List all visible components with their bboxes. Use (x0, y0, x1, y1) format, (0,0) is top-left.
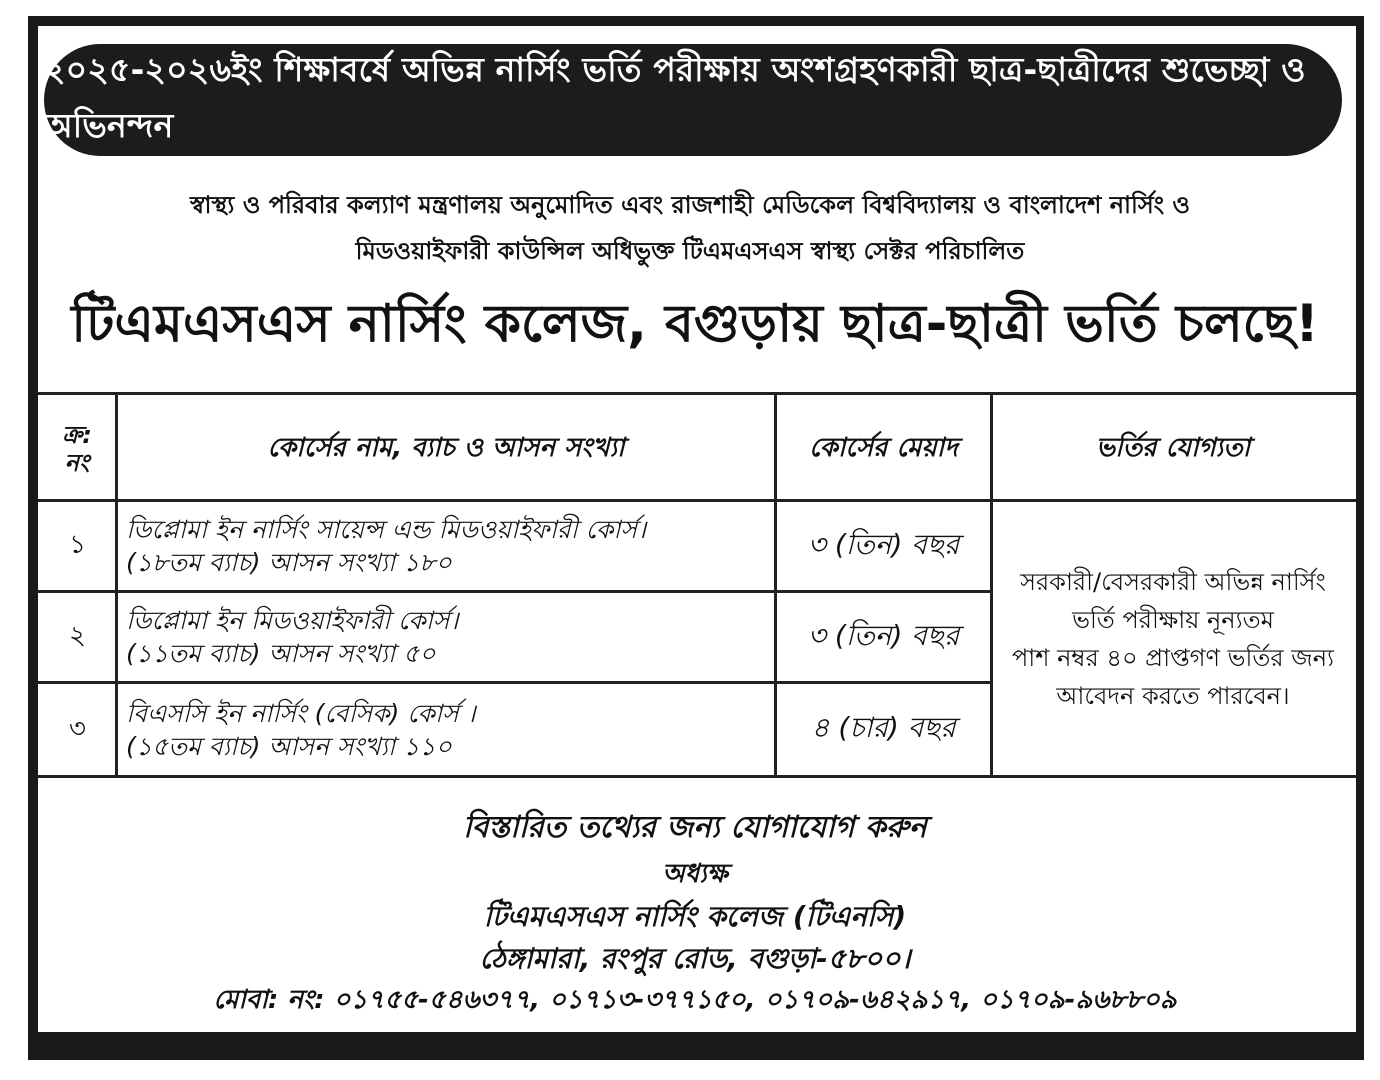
eligibility-line-2: ভর্তি পরীক্ষায় নূন্যতম (1072, 605, 1274, 634)
approval-line-1: স্বাস্থ্য ও পরিবার কল্যাণ মন্ত্রণালয় অনুমোদিত এবং রাজশাহী মেডিকেল বিশ্ববিদ্যালয় ও বাংলাদেশ নার্সিং ও (189, 191, 1191, 219)
table-bottom-border (38, 775, 1356, 778)
admission-headline: টিএমএসএস নার্সিং কলেজ, বগুড়ায় ছাত্র-ছাত্রী ভর্তি চলছে! (71, 294, 1319, 354)
contact-phones: মোবা: নং: ০১৭৫৫-৫৪৬৩৭৭, ০১৭১৩-৩৭৭১৫০, ০১৭০৯-৬৪২৯১৭, ০১৭০৯-৯৬৮৮০৯ (213, 985, 1177, 1015)
eligibility-line-1: সরকারী/বেসরকারী অভিন্ন নার্সিং (1020, 567, 1326, 596)
contact-heading: বিস্তারিত তথ্যের জন্য যোগাযোগ করুন (463, 810, 927, 845)
header-course: কোর্সের নাম, ব্যাচ ও আসন সংখ্যা (267, 433, 625, 463)
row-3-duration: ৪ (চার) বছর (811, 711, 956, 744)
contact-institution: টিএমএসএস নার্সিং কলেজ (টিএনসি) (483, 900, 907, 933)
contact-address: ঠেঙ্গামারা, রংপুর রোড, বগুড়া-৫৮০০। (479, 942, 911, 975)
row-1-course (118, 502, 774, 590)
banner-title: ২০২৫-২০২৬ইং শিক্ষাবর্ষে অভিন্ন নার্সিং ভর্তি পরীক্ষায় অংশগ্রহণকারী ছাত্র-ছাত্রীদের শুভেচ্ছা ও অভিনন্দন (44, 50, 1306, 145)
row-1-duration: ৩ (তিন) বছর (807, 527, 960, 561)
approval-statement (60, 182, 1320, 274)
approval-line-2: মিডওয়াইফারী কাউন্সিল অধিভুক্ত টিএমএসএস স্বাস্থ্য সেক্টর পরিচালিত (355, 237, 1025, 265)
eligibility-line-4: আবেদন করতে পারবেন। (1056, 681, 1290, 710)
header-duration: কোর্সের মেয়াদ (809, 433, 958, 463)
row-2-serial: ২ (69, 621, 86, 651)
contact-role: অধ্যক্ষ (662, 859, 728, 889)
table-top-border (38, 392, 1356, 395)
eligibility-cell (993, 502, 1353, 775)
row-3-serial: ৩ (69, 713, 86, 744)
row-3-course (118, 684, 774, 775)
row-1-serial: ১ (69, 530, 86, 560)
row-2-course-name: ডিপ্লোমা ইন মিডওয়াইফারী কোর্স। (126, 606, 459, 635)
row-1-batch-seats: (১৮তম ব্যাচ) আসন সংখ্যা ১৮০ (126, 548, 452, 577)
header-eligibility: ভর্তির যোগ্যতা (1095, 433, 1251, 463)
header-serial-line-1: ক্র: (62, 421, 92, 449)
row-3-course-name: বিএসসি ইন নার্সিং (বেসিক) কোর্স । (126, 698, 476, 728)
header-serial (40, 402, 114, 496)
row-1-course-name: ডিপ্লোমা ইন নার্সিং সায়েন্স এন্ড মিডওয়াইফারী কোর্স। (126, 515, 647, 544)
greeting-banner (44, 44, 1342, 156)
row-2-batch-seats: (১১তম ব্যাচ) আসন সংখ্যা ৫০ (126, 639, 436, 668)
row-3-batch-seats: (১৫তম ব্যাচ) আসন সংখ্যা ১১০ (126, 731, 452, 761)
row-2-duration: ৩ (তিন) বছর (807, 618, 960, 652)
row-2-course (118, 593, 774, 681)
header-serial-line-2: নং (64, 449, 90, 477)
eligibility-line-3: পাশ নম্বর ৪০ প্রাপ্তগণ ভর্তির জন্য (1012, 643, 1334, 672)
